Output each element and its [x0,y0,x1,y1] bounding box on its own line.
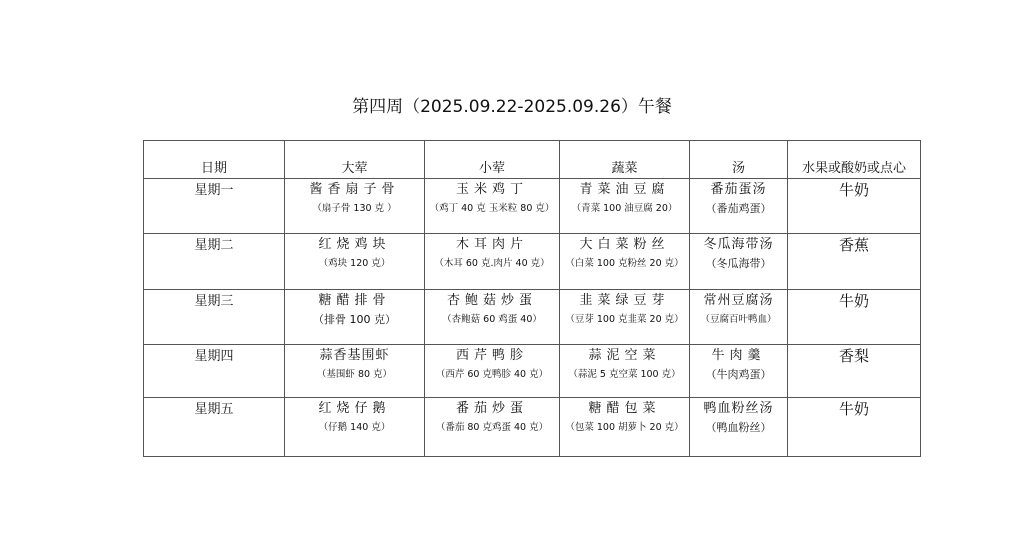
header-big-meat: 大荤 [285,141,425,179]
table-row [144,345,921,398]
dish-note: （豆腐百叶鸭血） [700,314,777,325]
snack-cell: 香蕉 [788,234,921,290]
day-cell: 星期三 [144,290,285,345]
dish-note: （扇子骨 130 克 ） [312,203,397,214]
dish-name: 大白菜粉丝 [579,237,670,252]
dish-name: 韭菜绿豆芽 [579,293,670,308]
header-date: 日期 [144,141,285,179]
dish-name: 青菜油豆腐 [579,182,670,197]
dish-note: （包菜 100 胡萝卜 20 克） [565,422,684,433]
big-meat-cell [285,290,425,345]
soup-cell [690,234,788,290]
snack-cell: 牛奶 [788,398,921,457]
page-title: 第四周（2025.09.22-2025.09.26）午餐 [352,97,672,117]
dish-name: 番茄蛋汤 [710,182,767,197]
big-meat-cell [285,345,425,398]
dish-name: 鸭血粉丝汤 [703,401,774,416]
dish-note: （仔鹅 140 克） [318,422,391,433]
soup-cell [690,398,788,457]
big-meat-cell [285,234,425,290]
table-header-row [144,141,921,179]
dish-name: 糖醋包菜 [588,401,661,416]
dish-note: （牛肉鸡蛋） [705,368,772,381]
soup-cell [690,179,788,234]
dish-note: （西芹 60 克鸭胗 40 克） [435,369,549,380]
dish-name: 杏鲍菇炒蛋 [446,293,537,308]
vegetable-cell [560,179,690,234]
vegetable-cell [560,345,690,398]
soup-cell [690,290,788,345]
vegetable-cell [560,290,690,345]
dish-name: 红烧仔鹅 [318,401,391,416]
dish-note: （杏鲍菇 60 鸡蛋 40） [442,314,542,325]
dish-note: （蒜泥 5 克空菜 100 克） [568,369,681,380]
dish-note: （鸡块 120 克） [318,258,391,269]
dish-name: 冬瓜海带汤 [703,237,774,252]
dish-note: （冬瓜海带） [705,257,772,270]
small-meat-cell [425,345,560,398]
snack-cell: 牛奶 [788,290,921,345]
dish-name: 酱香扇子骨 [309,182,400,197]
big-meat-cell [285,398,425,457]
dish-note: （鸡丁 40 克 玉米粒 80 克） [429,203,555,214]
big-meat-cell [285,179,425,234]
table-row [144,179,921,234]
header-small-meat: 小荤 [425,141,560,179]
header-snack: 水果或酸奶或点心 [788,141,921,179]
small-meat-cell [425,179,560,234]
snack-cell: 牛奶 [788,179,921,234]
dish-note: （豆芽 100 克韭菜 20 克） [565,314,684,325]
small-meat-cell [425,290,560,345]
snack-cell: 香梨 [788,345,921,398]
day-cell: 星期五 [144,398,285,457]
vegetable-cell [560,398,690,457]
dish-name: 西芹鸭胗 [455,348,528,363]
dish-name: 牛肉羹 [711,348,766,363]
dish-name: 蒜香基围虾 [319,348,390,363]
day-cell: 星期一 [144,179,285,234]
dish-name: 蒜泥空菜 [588,348,661,363]
vegetable-cell [560,234,690,290]
dish-name: 常州豆腐汤 [703,293,774,308]
dish-note: （白菜 100 克粉丝 20 克） [565,258,684,269]
day-cell: 星期四 [144,345,285,398]
dish-note: （木耳 60 克.肉片 40 克） [434,258,550,269]
small-meat-cell [425,398,560,457]
header-vegetable: 蔬菜 [560,141,690,179]
table-row [144,290,921,345]
dish-name: 玉米鸡丁 [455,182,528,197]
dish-note: （基围虾 80 克） [316,369,393,380]
dish-note: （番茄 80 克鸡蛋 40 克） [435,422,549,433]
dish-note: （排骨 100 克） [313,313,396,326]
lunch-menu-table [143,140,921,457]
dish-name: 红烧鸡块 [318,237,391,252]
dish-name: 番茄炒蛋 [455,401,528,416]
table-row [144,398,921,457]
soup-cell [690,345,788,398]
dish-name: 糖醋排骨 [318,293,391,308]
small-meat-cell [425,234,560,290]
header-soup: 汤 [690,141,788,179]
dish-note: （番茄鸡蛋） [705,202,772,215]
dish-note: （青菜 100 油豆腐 20） [571,203,678,214]
day-cell: 星期二 [144,234,285,290]
dish-note: （鸭血粉丝） [705,421,772,434]
dish-name: 木耳肉片 [455,237,528,252]
table-row [144,234,921,290]
